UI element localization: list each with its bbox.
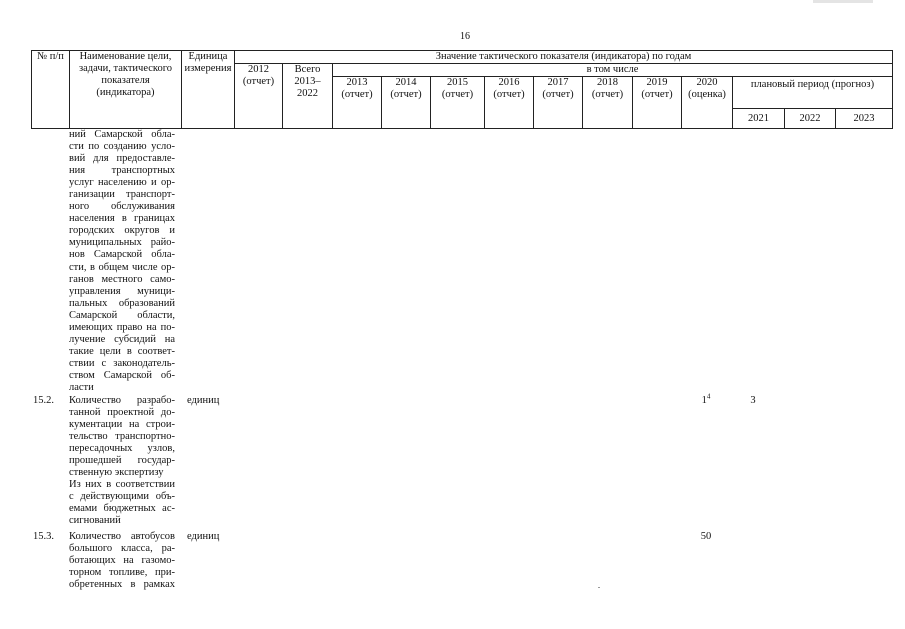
- row-name-line: пересадочных узлов,: [69, 443, 175, 455]
- row-name-line: ством Самарской об-: [69, 369, 175, 381]
- header-total: Всего 2013–2022: [283, 64, 333, 129]
- row-name-line: обретенных в рамках: [69, 579, 175, 591]
- row-name-line: нов Самарской обла-: [69, 249, 175, 261]
- row-name-line: ганов местного само-: [69, 273, 175, 285]
- header-year: 2017 (отчет): [534, 77, 583, 129]
- row-unit: единиц: [187, 395, 220, 406]
- row-name-line: ствии с законодатель-: [69, 357, 175, 369]
- row-name-line: лучение субсидий на: [69, 333, 175, 345]
- row-name: [69, 531, 175, 591]
- row-name-line: муниципальных райо-: [69, 237, 175, 249]
- row-name-line: пальных образований: [69, 297, 175, 309]
- header-year: 2018 (отчет): [583, 77, 633, 129]
- row-name-line: Количество разрабо-: [69, 395, 175, 406]
- row-name-line: сти, в общем числе ор-: [69, 261, 175, 273]
- header-2012: 2012 (отчет): [235, 64, 283, 129]
- header-plan-year: 2021: [733, 109, 785, 129]
- row-unit: единиц: [187, 531, 220, 542]
- header-year: 2015 (отчет): [431, 77, 485, 129]
- header-subgroup-title: в том числе: [333, 64, 893, 77]
- table-body: [31, 129, 893, 629]
- header-num: № п/п: [32, 51, 70, 129]
- header-year: 2019 (отчет): [633, 77, 682, 129]
- header-group-title: Значение тактического показателя (индикатора) по годам: [235, 51, 893, 64]
- value-2020: [691, 392, 721, 407]
- row-name-line: сигнований: [69, 515, 121, 527]
- row-name-line: ласти: [69, 381, 94, 393]
- header-plan-year: 2023: [836, 109, 893, 129]
- row-name-line: имеющих право на по-: [69, 321, 175, 333]
- header-year: 2014 (отчет): [382, 77, 431, 129]
- row-name-line: прошедшей государ-: [69, 455, 175, 467]
- row-name-line: емами бюджетных ас-: [69, 503, 175, 515]
- row-name: [69, 395, 175, 528]
- row-name-line: ний Самарской обла-: [69, 129, 175, 140]
- header-plan-year: 2022: [785, 109, 836, 129]
- header-year: 2020 (оценка): [682, 77, 733, 129]
- header-unit: Единица измерения: [182, 51, 235, 129]
- row-name-line: большого класса, ра-: [69, 543, 175, 555]
- page-number: 16: [460, 31, 470, 42]
- row-name-line: Самарской области,: [69, 309, 175, 321]
- row-name-line: Из них в соответствии: [69, 479, 175, 491]
- row-name-line: ганизации транспорт-: [69, 189, 175, 201]
- row-number: 15.2.: [33, 395, 54, 406]
- header-year: 2016 (отчет): [485, 77, 534, 129]
- row-name-line: танной проектной до-: [69, 407, 175, 419]
- corner-mark: [813, 0, 873, 3]
- row-name-line: вий для предоставле-: [69, 153, 175, 165]
- row-name-line: городских округов и: [69, 225, 175, 237]
- header-name: Наименование цели, задачи, тактического показателя (индикатора): [70, 51, 182, 129]
- footnote-mark: 4: [706, 392, 711, 401]
- header-plan-title: плановый период (прогноз): [733, 77, 893, 109]
- row-name-line: торном топливе, при-: [69, 567, 175, 579]
- row-name-line: Количество автобусов: [69, 531, 175, 542]
- value-2020-main: 1: [701, 395, 707, 406]
- row-name-line: тельство транспортно-: [69, 431, 175, 443]
- row-name-line: такие цели в соответ-: [69, 345, 175, 357]
- row-name-line: ного обслуживания: [69, 201, 175, 213]
- row-name-line: ботающих на газомо-: [69, 555, 175, 567]
- indicator-table-header: [31, 50, 893, 129]
- row-name: [69, 129, 175, 394]
- row-name-line: населения в границах: [69, 213, 175, 225]
- row-name-line: управления муници-: [69, 285, 175, 297]
- row-name-line: услуг населению и ор-: [69, 177, 175, 189]
- value-2020: 50: [700, 531, 712, 542]
- value-2021: 3: [750, 395, 756, 406]
- header-year: 2013 (отчет): [333, 77, 382, 129]
- scan-speck: [598, 587, 600, 588]
- row-number: 15.3.: [33, 531, 54, 542]
- row-name-line: с действующими объ-: [69, 491, 175, 503]
- row-name-line: ния транспортных: [69, 165, 175, 177]
- row-name-line: кументации на строи-: [69, 419, 175, 431]
- row-name-line: ственную экспертизу: [69, 467, 164, 479]
- row-name-line: сти по созданию усло-: [69, 141, 175, 153]
